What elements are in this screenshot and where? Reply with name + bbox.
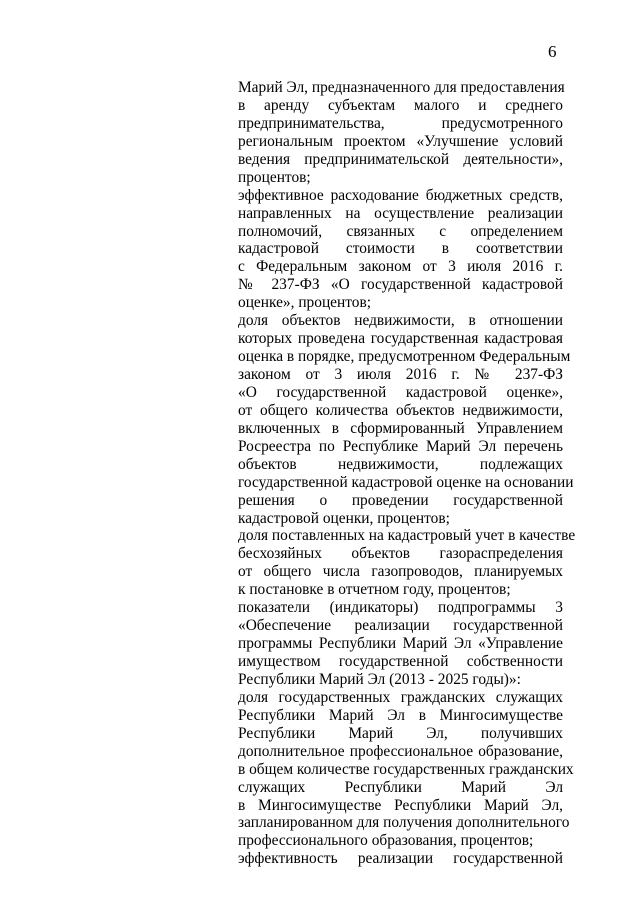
text-line: ведения предпринимательской деятельности»,: [238, 150, 563, 168]
text-line: оценка в порядке, предусмотренном Федеральным: [238, 348, 571, 366]
text-line: служащих Республики Марий Эл: [238, 778, 563, 796]
text-line: решения о проведении государственной: [238, 491, 563, 509]
text-line: «Обеспечение реализации государственной: [238, 617, 563, 635]
text-line: кадастровой оценки, процентов;: [238, 509, 450, 527]
text-line: направленных на осуществление реализации: [238, 204, 563, 222]
text-line: к постановке в отчетном году, процентов;: [238, 581, 511, 599]
text-line: доля государственных гражданских служащих: [238, 688, 563, 706]
text-line: программы Республики Марий Эл «Управление: [238, 635, 563, 653]
text-line: в Мингосимуществе Республики Марий Эл,: [238, 796, 563, 814]
text-line: оценке», процентов;: [238, 294, 372, 312]
document-body: [238, 79, 576, 868]
text-line: Республики Марий Эл, получивших: [238, 724, 563, 742]
text-line: Росреестра по Республике Марий Эл перечень: [238, 437, 563, 455]
text-line: доля объектов недвижимости, в отношении: [238, 312, 563, 330]
text-line: Республики Марий Эл в Мингосимуществе: [238, 706, 563, 724]
text-line: от общего количества объектов недвижимости,: [238, 401, 563, 419]
text-line: дополнительное профессиональное образование,: [238, 742, 563, 760]
text-line: с Федеральным законом от 3 июля 2016 г.: [238, 258, 563, 276]
page-number: 6: [548, 42, 557, 61]
text-line: законом от 3 июля 2016 г. № 237-ФЗ: [238, 366, 563, 383]
text-line: показатели (индикаторы) подпрограммы 3: [238, 599, 563, 617]
text-line: предпринимательства, предусмотренного: [238, 114, 563, 132]
text-line: от общего числа газопроводов, планируемых: [238, 563, 563, 581]
text-line: государственной кадастровой оценке на основании: [238, 473, 574, 491]
text-line: эффективное расходование бюджетных средств,: [238, 186, 563, 204]
text-line: Марий Эл, предназначенного для предоставления: [238, 79, 565, 96]
text-line: в общем количестве государственных гражданских: [238, 760, 574, 778]
text-line: бесхозяйных объектов газораспределения: [238, 545, 563, 563]
text-line: кадастровой стоимости в соответствии: [238, 240, 563, 258]
text-line: в аренду субъектам малого и среднего: [238, 96, 563, 114]
text-line: Республики Марий Эл (2013 - 2025 годы)»:: [238, 670, 521, 688]
text-line: объектов недвижимости, подлежащих: [238, 455, 563, 473]
text-line: запланированном для получения дополнительного: [238, 814, 570, 832]
text-line: доля поставленных на кадастровый учет в качестве: [238, 527, 576, 545]
text-line: региональным проектом «Улучшение условий: [238, 132, 563, 150]
text-line: полномочий, связанных с определением: [238, 222, 563, 240]
text-line: профессионального образования, процентов;: [238, 832, 534, 850]
text-line: которых проведена государственная кадастровая: [238, 330, 563, 348]
text-line: имуществом государственной собственности: [238, 653, 563, 670]
text-line: № 237-ФЗ «О государственной кадастровой: [238, 276, 563, 294]
text-line: включенных в сформированный Управлением: [238, 419, 563, 437]
text-line: процентов;: [238, 168, 311, 186]
text-line: эффективность реализации государственной: [238, 850, 563, 868]
text-line: «О государственной кадастровой оценке»,: [238, 383, 563, 401]
